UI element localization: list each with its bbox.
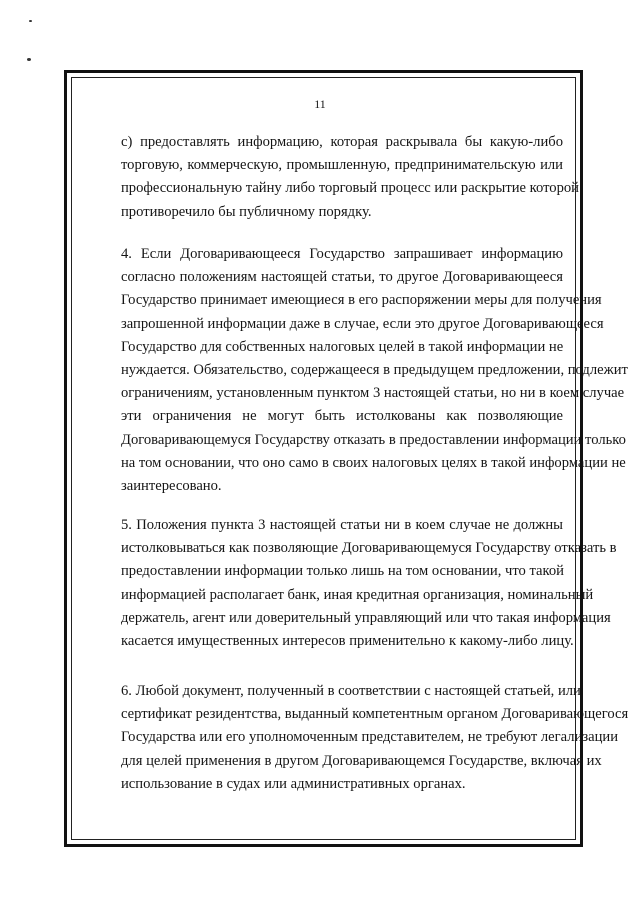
text-line: Государство принимает имеющиеся в его распоряжении меры для получения xyxy=(121,292,602,309)
text-line: для целей применения в другом Договаривающемся Государстве, включая их xyxy=(121,752,602,769)
text-line: ограничениям, установленным пунктом 3 настоящей статьи, но ни в коем случае xyxy=(121,385,625,402)
text-line: использование в судах или административных органах. xyxy=(121,775,466,792)
scan-speck xyxy=(29,20,32,22)
paragraph-6 xyxy=(121,680,629,796)
paragraph-3c xyxy=(121,131,579,224)
text-line: сертификат резидентства, выданный компетентным органом Договаривающегося xyxy=(121,706,629,723)
text-line: заинтересовано. xyxy=(121,478,222,495)
text-line: касается имущественных интересов применительно к какому-либо лицу. xyxy=(121,633,574,650)
text-line: информацией располагает банк, иная кредитная организация, номинальный xyxy=(121,586,594,603)
text-line: 4. Если Договаривающееся Государство запрашивает информацию xyxy=(121,246,563,262)
text-line: профессиональную тайну либо торговый процесс или раскрытие которой xyxy=(121,180,579,197)
text-line: Государства или его уполномоченным представителем, не требуют легализации xyxy=(121,729,619,746)
text-line: эти ограничения не могут быть истолкованы как позволяющие xyxy=(121,408,563,425)
text-line: на том основании, что оно само в своих налоговых целях в такой информации не xyxy=(121,454,626,471)
text-line: Договаривающемуся Государству отказать в предоставлении информации только xyxy=(121,431,626,448)
page-number: 11 xyxy=(314,97,326,111)
paragraph-4 xyxy=(121,243,628,498)
text-line: 6. Любой документ, полученный в соответствии с настоящей статьей, или xyxy=(121,683,581,699)
text-line: Государство для собственных налоговых целей в такой информации не xyxy=(121,338,564,355)
text-line: противоречило бы публичному порядку. xyxy=(121,203,372,220)
paragraph-5 xyxy=(121,514,617,653)
text-line: согласно положениям настоящей статьи, то другое Договаривающееся xyxy=(121,269,563,286)
text-line: c) предоставлять информацию, которая раскрывала бы какую-либо xyxy=(121,134,563,150)
text-line: нуждается. Обязательство, содержащееся в предыдущем предложении, подлежит xyxy=(121,362,628,379)
text-line: держатель, агент или доверительный управляющий или что такая информация xyxy=(121,609,611,626)
text-line: запрошенной информации даже в случае, если это другое Договаривающееся xyxy=(121,315,604,332)
text-line: предоставлении информации только лишь на том основании, что такой xyxy=(121,563,564,580)
scan-speck xyxy=(27,58,31,61)
text-line: 5. Положения пункта 3 настоящей статьи ни в коем случае не должны xyxy=(121,517,563,533)
text-line: торговую, коммерческую, промышленную, предпринимательскую или xyxy=(121,157,563,174)
text-line: истолковываться как позволяющие Договаривающемуся Государству отказать в xyxy=(121,540,617,557)
